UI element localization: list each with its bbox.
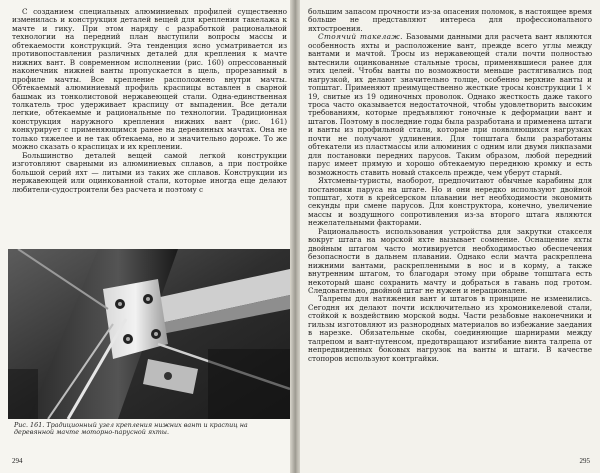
left-paragraph: С созданием специальных алюминиевых профилей существенно изменилась и конструкция деталей вещей для крепления такелажа к мачте и гику. При этом наряду с разработкой рациональной технологии на передний план выступили вопросы массы и обтекаемости конструкций. Эта тенденция ясно усматривается из противопоставления различных деталей для крепления к мачте нижних вант. В современном исполнении (рис. 160) опрессованный наконечник нижней ванты пропускается в щель, прорезанный в профиле мачты. Все крепление расположено внутри мачты. Обтекаемый алюминиевый профиль краспицы вставлен в сварной башмак из тонколистовой нержавеющей стали. Одна-единственная толкатель трос удерживает краспицу от выпадения. Все детали легкие, обтекаемые и рациональные по технологии. Традиционная конструкция наружного крепления нижних вант (рис. 161) конкурирует с применяющимся ранее на деревянных мачтах. Она не только тяжелее и не так обтекаема, но и значительно дороже. То же можно сказать о краспицах и их креплении. bbox=[12, 7, 287, 152]
paragraph-lead: Стоячий такелаж. bbox=[318, 32, 403, 42]
paragraph-text: Яхтсмены-туристы, наоборот, предпочитают обычные карабины для постановки паруса на штаге. Но и они нередко используют двойной топштаг, хотя в крейсерском плавании нет необходимости экономить секунды при смене парусов. Для конструктора, конечно, увеличение массы и воздушного сопротивления из-за второго штага являются нежелательными факторами. bbox=[308, 176, 592, 228]
right-paragraph bbox=[308, 33, 592, 177]
page-number-right: 295 bbox=[579, 457, 590, 465]
page-number-left: 294 bbox=[12, 457, 23, 465]
right-page bbox=[300, 0, 600, 473]
right-paragraph bbox=[308, 228, 592, 296]
left-paragraph: Большинство деталей вещей самой легкой конструкции изготовляют сварными из алюминиевых сплавов, а при постройке большой серий яхт — литыми из таких же сплавов. Конструкции из нержавеющей или оцинкованной стали, которые иногда еще делают любители-судостроители без расчета и поэтому с bbox=[12, 150, 287, 194]
paragraph-text: Талрепы для натяжения вант и штагов в принципе не изменились. Сегодня их делают почти исключительно из хромоникелевой стали, стойкой к воздействию морской воды. Части резьбовые наконечники и гильзы изготовляют из разнородных материалов во избежание заедания в нарезке. Обязательные скобы, соединяющие шарнирами между талрепом и вант-путенсом, предотвращают изгибание винта талрепа от непредвиденных боковых нагрузок на ванты и штаги. В качестве стопоров используют контргайки. bbox=[308, 294, 592, 363]
right-paragraph bbox=[308, 295, 592, 363]
figure-161-caption: Рис. 161. Традиционный узел крепления нижних вант и краспиц на деревянной мачте моторно-парусной яхты. bbox=[14, 421, 248, 437]
left-page bbox=[0, 0, 296, 473]
paragraph-text: Базовыми данными для расчета вант являются особенность яхты и расположение вант, прежде всего углы между вантами и мачтой. Тросы из нержавеющей стали почти полностью вытеснили оцинкованные стальные тросы, применявшиеся ранее для этих целей. Чтобы ванты по возможности меньше растягивались под нагрузкой, их делают значительно толще, особенно верхние ванты и топштаг. Применяют преимущественно жесткие тросы конструкции 1 × 19, свитые из 19 одиночных проволок. Однако жесткость даже такого троса часто оказывается недостаточной, чтобы удовлетворить высоким требованиям, которые предъявляют гоночные к деформации вант и штагов. Поэтому в последние годы была разработана и применена штаги и ванты из профильной стали, которые при появляющихся нагрузках почти не получают удлинения. Для топштага были разработаны обтекатели из пластмассы или алюминия с одним или двумя ликпазами для постановки передних парусов. Таким образом, любой передний парус имеет прямую и хорошо обтекаемую переднюю кромку и есть возможность ставить новый стаксель прежде, чем уберут старый. bbox=[308, 32, 592, 177]
figure-161-photo bbox=[8, 249, 290, 419]
right-paragraph bbox=[308, 8, 592, 33]
paragraph-text: большим запасом прочности из-за опасения поломок, в настоящее время больше не представляют интереса для профессионального яхтостроения. bbox=[308, 7, 592, 33]
left-text-column bbox=[12, 8, 287, 194]
right-paragraph bbox=[308, 177, 592, 228]
right-text-column bbox=[308, 8, 592, 363]
paragraph-text: Рациональность использования устройства для закрутки стакселя вокруг штага на морской яхте вызывает сомнение. Оснащение яхты двойным штагом часто мотивируется необходимостью обеспечения безопасности в дальнем плавании. Однако если мачта раскреплена нижними вантами, раскрепленными в нос и в корму, а также внутренним штагом, то благодаря этому при обрыве топштага есть некоторый шанс сохранить мачту и добраться в гавань под гротом. Следовательно, двойной штаг не нужен и нерационален. bbox=[308, 226, 592, 295]
